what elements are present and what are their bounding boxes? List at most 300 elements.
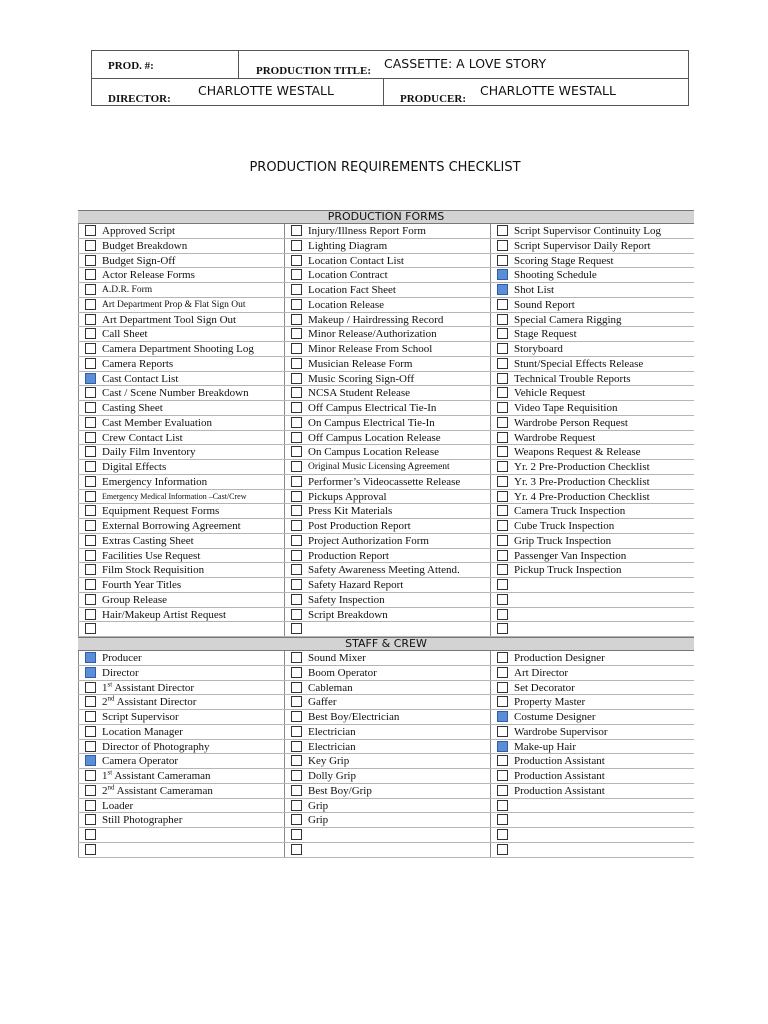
checklist-item-film-stock-requisition[interactable]	[78, 563, 284, 577]
checkbox[interactable]	[85, 829, 96, 840]
checkbox[interactable]	[291, 417, 302, 428]
checkbox[interactable]	[291, 314, 302, 325]
checkbox[interactable]	[85, 299, 96, 310]
checklist-item-script-supervisor-daily-report[interactable]	[490, 239, 694, 253]
checklist-item-label: On Campus Electrical Tie-In	[308, 416, 435, 429]
checklist-item-label: Camera Reports	[102, 357, 174, 370]
checklist-item-property-master[interactable]	[490, 695, 694, 709]
checklist-item-minor-release-from-school[interactable]	[284, 342, 490, 356]
checklist-item-2nd-assistant-cameraman[interactable]	[78, 784, 284, 798]
checkbox[interactable]	[85, 711, 96, 722]
checkbox[interactable]	[85, 225, 96, 236]
checkbox[interactable]	[85, 328, 96, 339]
checkbox[interactable]	[497, 520, 508, 531]
checkbox[interactable]	[497, 770, 508, 781]
checkbox[interactable]	[291, 505, 302, 516]
checklist-item-wardrobe-person-request[interactable]	[490, 416, 694, 430]
checkbox[interactable]	[291, 240, 302, 251]
checkbox[interactable]	[85, 343, 96, 354]
table-row	[78, 313, 694, 328]
checklist-item-cast-scene-number-breakdown[interactable]	[78, 386, 284, 400]
checkbox[interactable]	[497, 328, 508, 339]
checkbox[interactable]	[291, 594, 302, 605]
checklist-item-production-report[interactable]	[284, 549, 490, 563]
checklist-item-gaffer[interactable]	[284, 695, 490, 709]
checked-checkbox[interactable]	[85, 652, 96, 663]
checklist-item-empty[interactable]	[490, 843, 694, 857]
director-label: DIRECTOR:	[108, 93, 171, 105]
checkbox[interactable]	[85, 417, 96, 428]
checkbox[interactable]	[497, 358, 508, 369]
producer-cell[interactable]	[383, 78, 690, 105]
checklist-item-call-sheet[interactable]	[78, 327, 284, 341]
checkbox[interactable]	[497, 461, 508, 472]
checkbox[interactable]	[291, 358, 302, 369]
checklist-item-cube-truck-inspection[interactable]	[490, 519, 694, 533]
checklist-item-empty[interactable]	[284, 622, 490, 636]
checkbox[interactable]	[85, 579, 96, 590]
checkbox[interactable]	[291, 387, 302, 398]
checked-checkbox[interactable]	[85, 667, 96, 678]
checklist-item-pickup-truck-inspection[interactable]	[490, 563, 694, 577]
checkbox[interactable]	[85, 491, 96, 502]
checkbox[interactable]	[497, 255, 508, 266]
checklist-item-label: Stage Request	[514, 328, 577, 341]
checklist-item-yr-3-pre-production-checklist[interactable]	[490, 475, 694, 489]
checklist-item-empty[interactable]	[490, 578, 694, 592]
checkbox[interactable]	[85, 814, 96, 825]
checkbox[interactable]	[497, 314, 508, 325]
checklist-item-electrician[interactable]	[284, 725, 490, 739]
checklist-item-technical-trouble-reports[interactable]	[490, 372, 694, 386]
checklist-item-external-borrowing-agreement[interactable]	[78, 519, 284, 533]
checkbox[interactable]	[497, 432, 508, 443]
checkbox[interactable]	[291, 535, 302, 546]
checklist-item-label: Post Production Report	[308, 520, 411, 532]
checkbox[interactable]	[291, 476, 302, 487]
checklist-item-musician-release-form[interactable]	[284, 357, 490, 371]
checkbox[interactable]	[291, 623, 302, 634]
checklist-item-label	[102, 784, 213, 798]
checklist-item-location-contact-list[interactable]	[284, 254, 490, 268]
checklist-item-stunt-special-effects-release[interactable]	[490, 357, 694, 371]
checklist-item-daily-film-inventory[interactable]	[78, 445, 284, 459]
checked-checkbox[interactable]	[497, 741, 508, 752]
checklist-item-make-up-hair[interactable]	[490, 740, 694, 754]
checklist-item-makeup-hairdressing-record[interactable]	[284, 313, 490, 327]
checkbox[interactable]	[291, 225, 302, 236]
checklist-item-empty[interactable]	[490, 622, 694, 636]
table-row	[78, 268, 694, 283]
label-number: 1	[102, 770, 108, 782]
checkbox[interactable]	[291, 550, 302, 561]
checklist-item-post-production-report[interactable]	[284, 519, 490, 533]
checkbox[interactable]	[291, 667, 302, 678]
label-ordinal-suffix: nd	[107, 783, 115, 792]
checklist-item-facilities-use-request[interactable]	[78, 549, 284, 563]
checkbox[interactable]	[497, 446, 508, 457]
checklist-item-a-d-r-form[interactable]	[78, 283, 284, 297]
checklist-item-cast-contact-list[interactable]	[78, 372, 284, 386]
checklist-item-label: Cast / Scene Number Breakdown	[102, 387, 249, 400]
checkbox[interactable]	[497, 505, 508, 516]
checkbox[interactable]	[497, 667, 508, 678]
checkbox[interactable]	[497, 755, 508, 766]
checklist-item-script-supervisor-continuity-log[interactable]	[490, 224, 694, 238]
table-row	[78, 357, 694, 372]
checkbox[interactable]	[85, 682, 96, 693]
checklist-item-safety-inspection[interactable]	[284, 593, 490, 607]
checklist-item-vehicle-request[interactable]	[490, 386, 694, 400]
checklist-item-label: Yr. 4 Pre-Production Checklist	[514, 490, 650, 503]
checkbox[interactable]	[85, 609, 96, 620]
checkbox[interactable]	[497, 240, 508, 251]
checkbox[interactable]	[497, 652, 508, 663]
checked-checkbox[interactable]	[497, 711, 508, 722]
checklist-item-dolly-grip[interactable]	[284, 769, 490, 783]
checkbox[interactable]	[85, 505, 96, 516]
checkbox[interactable]	[291, 520, 302, 531]
checklist-item-grip-truck-inspection[interactable]	[490, 534, 694, 548]
checkbox[interactable]	[85, 402, 96, 413]
checklist-item-empty[interactable]	[490, 813, 694, 827]
checkbox[interactable]	[85, 520, 96, 531]
checklist-item-camera-truck-inspection[interactable]	[490, 504, 694, 518]
checkbox[interactable]	[497, 696, 508, 707]
checklist-item-label	[102, 769, 211, 783]
checkbox[interactable]	[85, 550, 96, 561]
checklist-item-emergency-information[interactable]	[78, 475, 284, 489]
checklist-item-cableman[interactable]	[284, 681, 490, 695]
checkbox[interactable]	[291, 726, 302, 737]
checkbox[interactable]	[85, 432, 96, 443]
checklist-item-passenger-van-inspection[interactable]	[490, 549, 694, 563]
checkbox[interactable]	[291, 328, 302, 339]
checklist-item-stage-request[interactable]	[490, 327, 694, 341]
table-row	[78, 784, 694, 799]
checklist-item-extras-casting-sheet[interactable]	[78, 534, 284, 548]
checklist-item-label: Pickup Truck Inspection	[514, 564, 622, 577]
checklist-item-2nd-assistant-director[interactable]	[78, 695, 284, 709]
checklist-item-empty[interactable]	[490, 593, 694, 607]
checklist-item-project-authorization-form[interactable]	[284, 534, 490, 548]
checklist-item-label: Sound Report	[514, 298, 575, 311]
checkbox[interactable]	[497, 550, 508, 561]
checkbox[interactable]	[291, 785, 302, 796]
checklist-item-performer-s-videocassette-release[interactable]	[284, 475, 490, 489]
checklist-item-location-manager[interactable]	[78, 725, 284, 739]
checklist-item-production-assistant[interactable]	[490, 784, 694, 798]
checkbox[interactable]	[85, 387, 96, 398]
checklist-item-safety-hazard-report[interactable]	[284, 578, 490, 592]
checklist-item-producer[interactable]	[78, 651, 284, 665]
checkbox[interactable]	[497, 402, 508, 413]
checkbox[interactable]	[85, 594, 96, 605]
checkbox[interactable]	[291, 800, 302, 811]
checklist-item-safety-awareness-meeting-attend[interactable]	[284, 563, 490, 577]
checklist-item-empty[interactable]	[78, 843, 284, 857]
checkbox[interactable]	[291, 829, 302, 840]
checklist-item-digital-effects[interactable]	[78, 460, 284, 474]
checked-checkbox[interactable]	[85, 373, 96, 384]
checklist-item-label: Film Stock Requisition	[102, 564, 205, 577]
checklist-item-label: Passenger Van Inspection	[514, 549, 627, 562]
header-row-1	[92, 51, 688, 79]
checkbox[interactable]	[85, 314, 96, 325]
table-row	[78, 799, 694, 814]
checklist-item-hair-makeup-artist-request[interactable]	[78, 608, 284, 622]
checklist-item-shooting-schedule[interactable]	[490, 268, 694, 282]
table-row	[78, 445, 694, 460]
checkbox[interactable]	[85, 770, 96, 781]
checklist-title: PRODUCTION REQUIREMENTS CHECKLIST	[249, 160, 521, 175]
checklist-item-production-assistant[interactable]	[490, 769, 694, 783]
checkbox[interactable]	[497, 564, 508, 575]
checklist-item-camera-department-shooting-log[interactable]	[78, 342, 284, 356]
checkbox[interactable]	[85, 461, 96, 472]
checklist-item-1st-assistant-director[interactable]	[78, 681, 284, 695]
checklist-item-best-boy-electrician[interactable]	[284, 710, 490, 724]
checklist-item-wardrobe-supervisor[interactable]	[490, 725, 694, 739]
checklist-item-art-department-prop-flat-sign-out[interactable]	[78, 298, 284, 312]
checkbox[interactable]	[291, 696, 302, 707]
checklist-item-label: Production Designer	[514, 652, 605, 664]
checklist-item-budget-sign-off[interactable]	[78, 254, 284, 268]
checklist-item-grip[interactable]	[284, 813, 490, 827]
checklist-item-minor-release-authorization[interactable]	[284, 327, 490, 341]
checkbox[interactable]	[291, 446, 302, 457]
checklist-item-label: Script Supervisor	[102, 711, 179, 723]
checkbox[interactable]	[291, 711, 302, 722]
checklist-item-weapons-request-release[interactable]	[490, 445, 694, 459]
checkbox[interactable]	[85, 446, 96, 457]
checklist-item-empty[interactable]	[284, 843, 490, 857]
checkbox[interactable]	[497, 417, 508, 428]
checklist-item-label: Script Breakdown	[308, 608, 388, 621]
production-title-cell[interactable]	[238, 51, 690, 78]
checkbox[interactable]	[85, 269, 96, 280]
checklist-item-special-camera-rigging[interactable]	[490, 313, 694, 327]
checkbox[interactable]	[291, 343, 302, 354]
checkbox[interactable]	[291, 844, 302, 855]
checkbox[interactable]	[497, 814, 508, 825]
checklist-item-grip[interactable]	[284, 799, 490, 813]
checklist-item-label: Location Manager	[102, 725, 183, 738]
checkbox[interactable]	[85, 284, 96, 295]
checkbox[interactable]	[291, 652, 302, 663]
checkbox[interactable]	[497, 225, 508, 236]
checkbox[interactable]	[85, 564, 96, 575]
checklist-item-label: Extras Casting Sheet	[102, 534, 194, 547]
checkbox[interactable]	[85, 358, 96, 369]
checkbox[interactable]	[497, 609, 508, 620]
checklist-item-location-fact-sheet[interactable]	[284, 283, 490, 297]
checklist-item-original-music-licensing-agreement[interactable]	[284, 460, 490, 474]
checklist-item-music-scoring-sign-off[interactable]	[284, 372, 490, 386]
checkbox[interactable]	[85, 696, 96, 707]
checklist-item-script-breakdown[interactable]	[284, 608, 490, 622]
checklist-item-empty[interactable]	[78, 828, 284, 842]
checkbox[interactable]	[291, 461, 302, 472]
checkbox[interactable]	[291, 770, 302, 781]
checklist-item-empty[interactable]	[490, 799, 694, 813]
checklist-item-production-assistant[interactable]	[490, 754, 694, 768]
checklist-item-best-boy-grip[interactable]	[284, 784, 490, 798]
checklist-item-emergency-medical-information-cast-crew[interactable]	[78, 490, 284, 504]
checkbox[interactable]	[85, 800, 96, 811]
checklist-item-label: Facilities Use Request	[102, 549, 201, 562]
table-row	[78, 283, 694, 298]
checkbox[interactable]	[497, 476, 508, 487]
checklist-item-key-grip[interactable]	[284, 754, 490, 768]
table-row	[78, 769, 694, 784]
checkbox[interactable]	[291, 579, 302, 590]
checklist-item-camera-reports[interactable]	[78, 357, 284, 371]
checkbox[interactable]	[497, 299, 508, 310]
table-row	[78, 608, 694, 623]
checkbox[interactable]	[85, 255, 96, 266]
checklist-item-off-campus-location-release[interactable]	[284, 431, 490, 445]
checkbox[interactable]	[497, 343, 508, 354]
checklist-item-label: Cast Contact List	[102, 372, 179, 385]
checkbox[interactable]	[291, 814, 302, 825]
checkbox[interactable]	[497, 387, 508, 398]
checklist-item-art-department-tool-sign-out[interactable]	[78, 313, 284, 327]
checkbox[interactable]	[291, 609, 302, 620]
checklist-item-yr-2-pre-production-checklist[interactable]	[490, 460, 694, 474]
checkbox[interactable]	[497, 829, 508, 840]
checkbox[interactable]	[85, 726, 96, 737]
checklist-item-empty[interactable]	[284, 828, 490, 842]
checkbox[interactable]	[85, 476, 96, 487]
checkbox[interactable]	[497, 726, 508, 737]
checklist-item-storyboard[interactable]	[490, 342, 694, 356]
checklist-item-ncsa-student-release[interactable]	[284, 386, 490, 400]
checklist-item-label: Make-up Hair	[514, 740, 577, 753]
checklist-item-fourth-year-titles[interactable]	[78, 578, 284, 592]
checklist-item-location-contract[interactable]	[284, 268, 490, 282]
checklist-item-lighting-diagram[interactable]	[284, 239, 490, 253]
checkbox[interactable]	[497, 623, 508, 634]
checklist-item-still-photographer[interactable]	[78, 813, 284, 827]
prod-number-cell[interactable]	[92, 51, 238, 78]
checklist-item-group-release[interactable]	[78, 593, 284, 607]
checkbox[interactable]	[291, 682, 302, 693]
checklist-item-empty[interactable]	[490, 608, 694, 622]
checklist-item-loader[interactable]	[78, 799, 284, 813]
checkbox[interactable]	[291, 373, 302, 384]
checkbox[interactable]	[497, 535, 508, 546]
checkbox[interactable]	[291, 284, 302, 295]
checklist-item-wardrobe-request[interactable]	[490, 431, 694, 445]
checkbox[interactable]	[291, 741, 302, 752]
checkbox[interactable]	[85, 535, 96, 546]
checklist-item-casting-sheet[interactable]	[78, 401, 284, 415]
checkbox[interactable]	[497, 785, 508, 796]
director-cell[interactable]	[92, 78, 383, 105]
checkbox[interactable]	[291, 269, 302, 280]
checklist-item-art-director[interactable]	[490, 666, 694, 680]
checkbox[interactable]	[497, 682, 508, 693]
checkbox[interactable]	[291, 299, 302, 310]
checklist-item-production-designer[interactable]	[490, 651, 694, 665]
checked-checkbox[interactable]	[85, 755, 96, 766]
checklist-item-costume-designer[interactable]	[490, 710, 694, 724]
checklist-item-director-of-photography[interactable]	[78, 740, 284, 754]
checklist-item-on-campus-electrical-tie-in[interactable]	[284, 416, 490, 430]
checkbox[interactable]	[291, 491, 302, 502]
checklist-item-label	[102, 681, 194, 695]
checkbox[interactable]	[497, 594, 508, 605]
checklist-item-scoring-stage-request[interactable]	[490, 254, 694, 268]
checklist-item-label: Actor Release Forms	[102, 269, 195, 282]
checkbox[interactable]	[85, 741, 96, 752]
checklist-item-label: Technical Trouble Reports	[514, 372, 631, 385]
checklist-item-equipment-request-forms[interactable]	[78, 504, 284, 518]
checklist-item-budget-breakdown[interactable]	[78, 239, 284, 253]
checkbox[interactable]	[497, 844, 508, 855]
checked-checkbox[interactable]	[497, 269, 508, 280]
checklist-item-empty[interactable]	[490, 828, 694, 842]
table-row	[78, 534, 694, 549]
checklist-item-shot-list[interactable]	[490, 283, 694, 297]
checklist-item-script-supervisor[interactable]	[78, 710, 284, 724]
checklist-item-1st-assistant-cameraman[interactable]	[78, 769, 284, 783]
checklist-item-approved-script[interactable]	[78, 224, 284, 238]
checkbox[interactable]	[85, 785, 96, 796]
checklist-item-label: Yr. 2 Pre-Production Checklist	[514, 461, 650, 473]
checklist-item-empty[interactable]	[78, 622, 284, 636]
checkbox[interactable]	[497, 491, 508, 502]
checklist-item-off-campus-electrical-tie-in[interactable]	[284, 401, 490, 415]
checkbox[interactable]	[497, 373, 508, 384]
checklist-item-boom-operator[interactable]	[284, 666, 490, 680]
checklist-item-set-decorator[interactable]	[490, 681, 694, 695]
checkbox[interactable]	[497, 579, 508, 590]
checkbox[interactable]	[85, 240, 96, 251]
checklist-item-sound-mixer[interactable]	[284, 651, 490, 665]
checkbox[interactable]	[291, 402, 302, 413]
checklist-item-camera-operator[interactable]	[78, 754, 284, 768]
checklist-item-press-kit-materials[interactable]	[284, 504, 490, 518]
checklist-item-injury-illness-report-form[interactable]	[284, 224, 490, 238]
checklist-item-cast-member-evaluation[interactable]	[78, 416, 284, 430]
checklist-item-director[interactable]	[78, 666, 284, 680]
header-row-2	[92, 78, 688, 105]
checkbox[interactable]	[497, 800, 508, 811]
checkbox[interactable]	[291, 755, 302, 766]
checkbox[interactable]	[291, 564, 302, 575]
checked-checkbox[interactable]	[497, 284, 508, 295]
checklist-item-location-release[interactable]	[284, 298, 490, 312]
checklist-item-label	[102, 695, 196, 709]
checklist-item-yr-4-pre-production-checklist[interactable]	[490, 490, 694, 504]
checklist-item-video-tape-requisition[interactable]	[490, 401, 694, 415]
checkbox[interactable]	[85, 623, 96, 634]
label-rest: Assistant Cameraman	[112, 770, 211, 782]
checklist-item-label: Director	[102, 666, 139, 679]
checklist-item-crew-contact-list[interactable]	[78, 431, 284, 445]
checklist-item-on-campus-location-release[interactable]	[284, 445, 490, 459]
checklist-item-label: Wardrobe Person Request	[514, 416, 628, 429]
checkbox[interactable]	[291, 432, 302, 443]
checklist-item-actor-release-forms[interactable]	[78, 268, 284, 282]
checkbox[interactable]	[291, 255, 302, 266]
checklist-item-electrician[interactable]	[284, 740, 490, 754]
checklist-item-sound-report[interactable]	[490, 298, 694, 312]
checklist-item-pickups-approval[interactable]	[284, 490, 490, 504]
checkbox[interactable]	[85, 844, 96, 855]
